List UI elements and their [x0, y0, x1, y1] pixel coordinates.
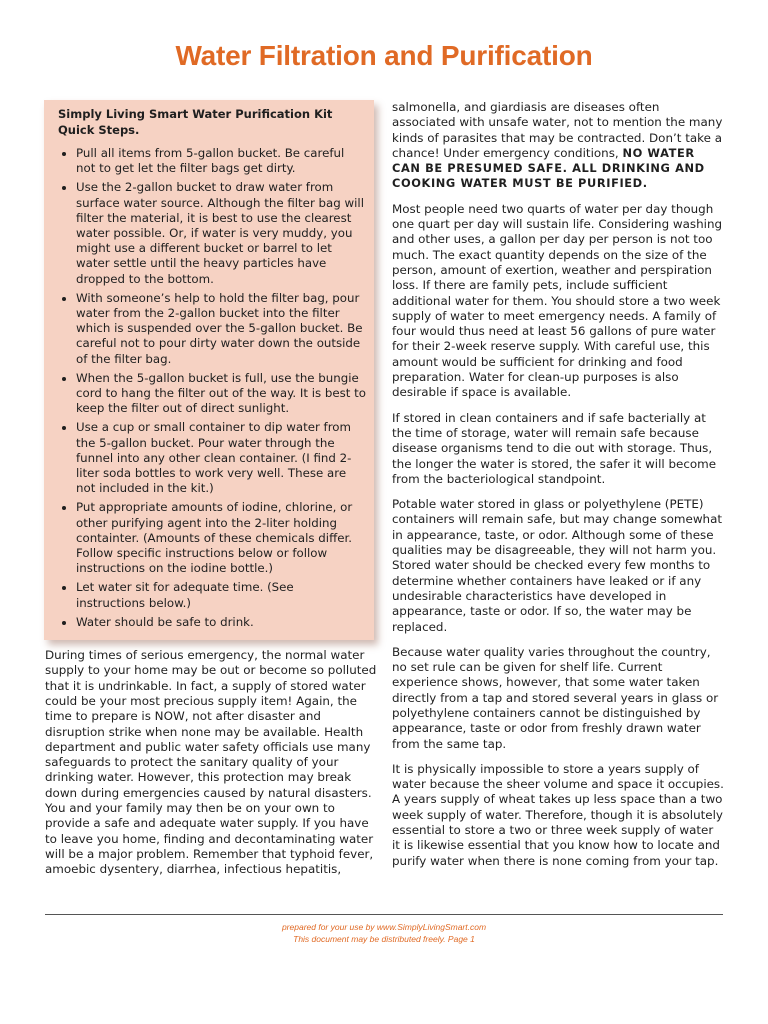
footer-divider	[45, 914, 723, 915]
page-title: Water Filtration and Purification	[175, 40, 593, 71]
step-item: • When the 5-gallon bucket is full, use the bungie cord to hang the filter out of the way. It is best to keep the filter out of direct sunlight.	[76, 371, 366, 417]
quantity-paragraph: Most people need two quarts of water per day though one quart per day will sustain life. Considering washing and other uses, a gallon per day per person is not too much. The exact quantity depends on the size of the person, amount of exertion, weather and perspiration loss. If there are family pets, include sufficient additional water for them. You should store a two week supply of water to meet emergency needs. A family of four would thus need at least 56 gallons of pure water for their 2-week reserve supply. With careful use, this amount would be sufficient for drinking and food preparation. Water for clean-up purposes is also desirable if space is available.	[392, 201, 723, 400]
quick-steps-list	[58, 146, 366, 630]
page-footer	[0, 921, 768, 945]
quick-steps-heading: Simply Living Smart Water Purification Kit Quick Steps.	[58, 107, 333, 137]
diseases-paragraph	[392, 100, 724, 192]
right-column	[392, 100, 724, 879]
step-item: • Use the 2-gallon bucket to draw water from surface water source. Although the filter bag will filter the material, it is best to use the clearest water possible. Or, if water is very muddy, you might use a different bucket or barrel to let water settle until the heavy particles have dropped to the bottom.	[76, 180, 366, 286]
supply-paragraph: It is physically impossible to store a years supply of water because the sheer volume and space it occupies. A years supply of wheat takes up less space than a two week supply of water. Therefore, though it is absolutely essential to store a two or three week supply of water it is likewise essential that you know how to locate and purify water when there is none coming from your tap.	[392, 761, 724, 868]
step-item: • Let water sit for adequate time. (See instructions below.)	[76, 580, 366, 610]
step-item: • With someone’s help to hold the filter bag, pour water from the 2-gallon bucket into the filter which is suspended over the 5-gallon bucket. Be careful not to pour dirty water down the outside of the filter bag.	[76, 291, 366, 367]
quick-steps-box	[44, 100, 374, 640]
emergency-paragraph: During times of serious emergency, the normal water supply to your home may be out or become so polluted that it is undrinkable. In fact, a supply of stored water could be your most precious supply item! Again, the time to prepare is NOW, not after disaster and disruption strike when none may be available. Health department and public water safety officials use many safeguards to protect the sanitary quality of your drinking water. However, this protection may break down during emergencies caused by natural disasters. You and your family may then be on your own to provide a safe and adequate water supply. If you have to leave you home, finding and decontaminating water will be a major problem. Remember that typhoid fever, amoebic dysentery, diarrhea, infectious hepatitis,	[45, 648, 377, 877]
safety-warning: NO WATER CAN BE PRESUMED SAFE. ALL DRINKING AND COOKING WATER MUST BE PURIFIED.	[392, 145, 705, 191]
step-item: • Put appropriate amounts of iodine, chlorine, or other purifying agent into the 2-liter holding containter. (Amounts of these chemicals differ. Follow specific instructions below or follow instructions on the iodine bottle.)	[76, 500, 366, 576]
diseases-text: salmonella, and giardiasis are diseases often associated with unsafe water, not to mention the many kinds of parasites that may be contracted. Don’t take a chance! Under emergency conditions,	[392, 100, 723, 160]
containers-paragraph: Potable water stored in glass or polyethylene (PETE) containers will remain safe, but may change somewhat in appearance, taste, or odor. Although some of these qualities may be disagreeable, they will not harm you. Stored water should be checked every few months to determine whether containers have leaked or if any undesirable characteristics have developed in appearance, taste or odor. If so, the water may be replaced.	[392, 497, 723, 634]
left-column	[45, 100, 377, 888]
shelf-life-paragraph: Because water quality varies throughout the country, no set rule can be given for shelf life. Current experience shows, however, that some water taken directly from a tap and stored several years in glass or polyethylene containers cannot be distinguished by appearance, taste or odor from freshly drawn water from the same tap.	[392, 644, 719, 751]
footer-credit: prepared for your use by www.SimplyLivingSmart.com	[281, 922, 487, 932]
step-item: • Water should be safe to drink.	[76, 615, 366, 630]
step-item: • Pull all items from 5-gallon bucket. Be careful not to get let the filter bags get dirty.	[76, 146, 366, 176]
footer-page-note: This document may be distributed freely. Page 1	[293, 934, 475, 944]
storage-paragraph: If stored in clean containers and if safe bacterially at the time of storage, water will remain safe because disease organisms tend to die out with storage. Thus, the longer the water is stored, the safer it will become from the bacteriological standpoint.	[392, 410, 717, 486]
step-item: • Use a cup or small container to dip water from the 5-gallon bucket. Pour water through the funnel into any other clean container. (I find 2-liter soda bottles to work very well. These are not included in the kit.)	[76, 420, 366, 496]
